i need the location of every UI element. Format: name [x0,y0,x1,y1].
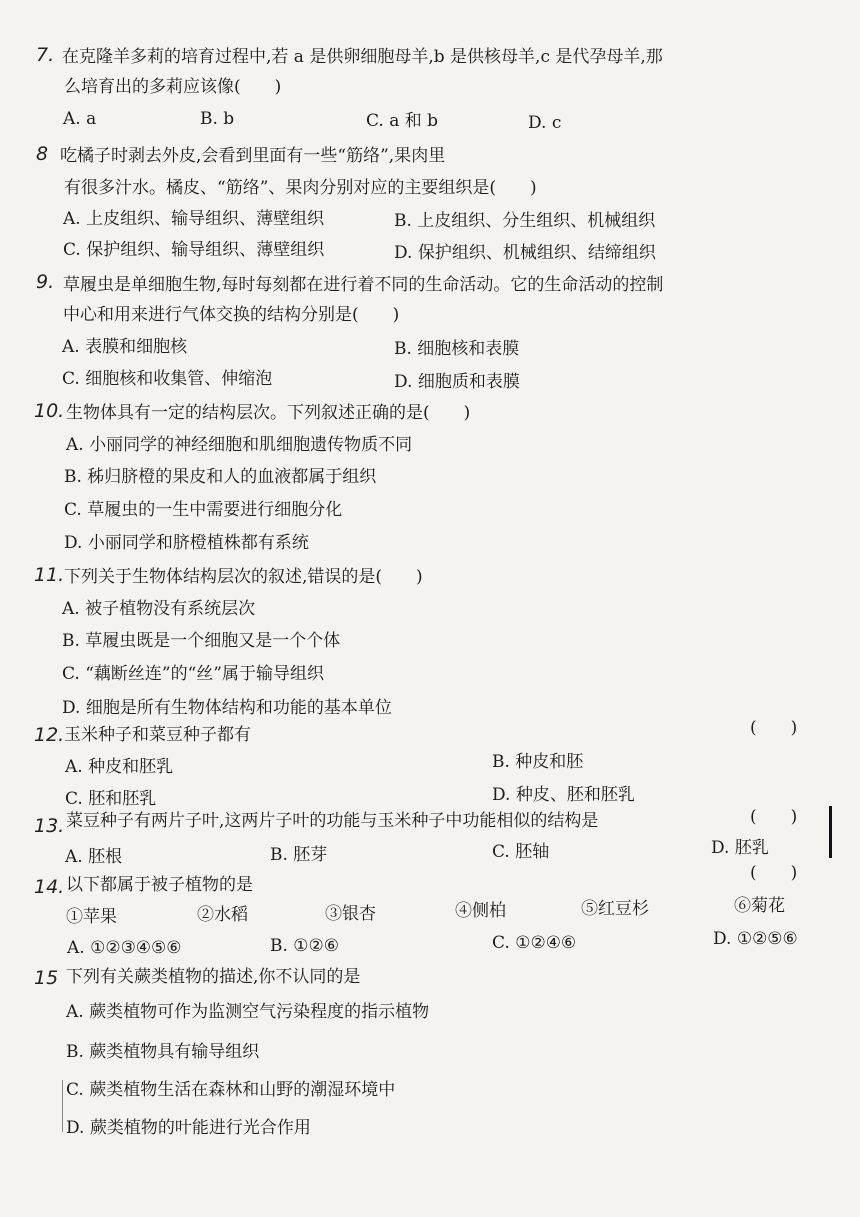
question-11-stem: 下列关于生物体结构层次的叙述,错误的是( ) [64,567,423,587]
question-7-stem-line-2: 么培育出的多莉应该像( ) [64,77,282,97]
question-8-option-b: B. 上皮组织、分生组织、机械组织 [394,211,656,231]
question-12-option-c: C. 胚和胚乳 [65,789,157,809]
question-9-stem-line-1: 草履虫是单细胞生物,每时每刻都在进行着不同的生命活动。它的生命活动的控制 [63,275,664,295]
question-9-stem-line-2: 中心和用来进行气体交换的结构分别是( ) [63,305,400,325]
question-10-option-b: B. 秭归脐橙的果皮和人的血液都属于组织 [64,467,377,487]
question-7-stem-line-1: 在克隆羊多莉的培育过程中,若 a 是供卵细胞母羊,b 是供核母羊,c 是代孕母羊,那 [62,47,663,67]
question-14-answer-paren: ( ) [750,863,798,883]
question-7-option-b: B. b [200,109,235,129]
question-11-option-c: C. “藕断丝连”的“丝”属于输导组织 [62,664,324,684]
question-13-option-b: B. 胚芽 [270,845,328,865]
question-15-option-c: C. 蕨类植物生活在森林和山野的潮湿环境中 [66,1080,396,1100]
margin-mark [829,806,832,858]
question-13-stem: 菜豆种子有两片子叶,这两片子叶的功能与玉米种子中功能相似的结构是 [66,811,599,831]
question-7-number: 7. [36,44,55,66]
question-7-option-c: C. a 和 b [366,111,439,131]
question-14-option-b: B. ①②⑥ [270,936,340,956]
question-8-number: 8 [36,143,49,165]
question-10-option-d: D. 小丽同学和脐橙植株都有系统 [64,533,309,553]
question-14-option-a: A. ①②③④⑤⑥ [67,938,182,958]
question-13-number: 13. [34,815,65,837]
question-12-number: 12. [34,724,65,746]
question-10-option-a: A. 小丽同学的神经细胞和肌细胞遗传物质不同 [66,435,413,455]
question-11-option-d: D. 细胞是所有生物体结构和功能的基本单位 [62,698,392,718]
question-14-item-2: ②水稻 [197,905,248,925]
question-13-answer-paren: ( ) [750,807,798,827]
question-8-option-c: C. 保护组织、输导组织、薄壁组织 [63,240,325,260]
question-7-option-a: A. a [63,109,97,129]
question-14-item-3: ③银杏 [325,904,376,924]
question-10-number: 10. [34,400,65,422]
question-9-number: 9. [36,271,55,293]
question-12-answer-paren: ( ) [750,718,798,738]
question-12-option-d: D. 种皮、胚和胚乳 [492,785,635,805]
question-14-item-1: ①苹果 [66,907,117,927]
question-13-option-a: A. 胚根 [65,847,123,867]
question-14-option-d: D. ①②⑤⑥ [713,929,798,949]
question-15-stem: 下列有关蕨类植物的描述,你不认同的是 [66,967,361,987]
question-10-option-c: C. 草履虫的一生中需要进行细胞分化 [64,500,343,520]
question-15-number: 15 [34,967,59,989]
margin-line [62,1080,63,1132]
question-12-option-a: A. 种皮和胚乳 [65,757,174,777]
question-9-option-d: D. 细胞质和表膜 [394,372,520,392]
question-8-option-d: D. 保护组织、机械组织、结缔组织 [394,243,656,263]
question-8-option-a: A. 上皮组织、输导组织、薄壁组织 [63,209,325,229]
question-10-stem: 生物体具有一定的结构层次。下列叙述正确的是( ) [66,403,471,423]
question-7-option-d: D. c [528,113,562,133]
question-11-option-b: B. 草履虫既是一个细胞又是一个个体 [62,631,341,651]
question-9-option-b: B. 细胞核和表膜 [394,339,520,359]
question-13-option-c: C. 胚轴 [492,842,550,862]
question-14-item-5: ⑤红豆杉 [581,899,649,919]
question-9-option-a: A. 表膜和细胞核 [62,337,188,357]
question-14-number: 14. [34,876,65,898]
question-12-stem: 玉米种子和菜豆种子都有 [64,725,251,745]
question-15-option-b: B. 蕨类植物具有输导组织 [66,1042,260,1062]
question-12-option-b: B. 种皮和胚 [492,752,584,772]
question-15-option-d: D. 蕨类植物的叶能进行光合作用 [66,1118,311,1138]
question-11-number: 11. [34,564,65,586]
question-14-item-4: ④侧柏 [455,901,506,921]
question-9-option-c: C. 细胞核和收集管、伸缩泡 [62,369,273,389]
question-14-option-c: C. ①②④⑥ [492,933,577,953]
question-8-stem-line-2: 有很多汁水。橘皮、“筋络”、果肉分别对应的主要组织是( ) [64,178,537,198]
question-8-stem-line-1: 吃橘子时剥去外皮,会看到里面有一些“筋络”,果肉里 [60,146,446,166]
question-13-option-d: D. 胚乳 [711,838,769,858]
question-14-stem: 以下都属于被子植物的是 [66,875,253,895]
question-14-item-6: ⑥菊花 [734,896,785,916]
question-11-option-a: A. 被子植物没有系统层次 [62,599,256,619]
question-15-option-a: A. 蕨类植物可作为监测空气污染程度的指示植物 [66,1002,430,1022]
